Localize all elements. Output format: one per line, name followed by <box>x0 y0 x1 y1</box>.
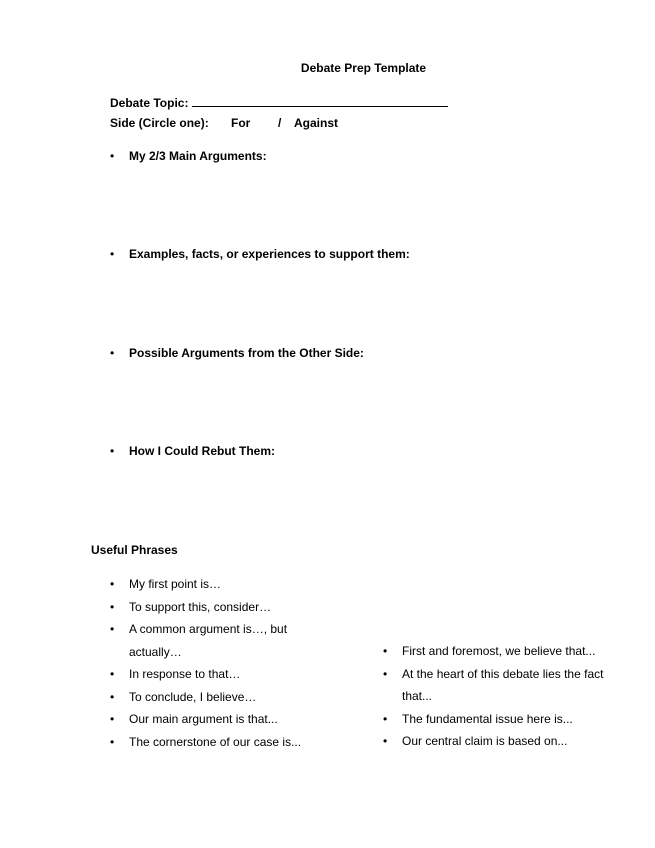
bullet-icon: • <box>110 247 115 261</box>
prompt-supporting-evidence: • Examples, facts, or experiences to support them: <box>110 247 410 261</box>
debate-topic-row <box>110 94 448 110</box>
bullet-icon: • <box>110 346 115 360</box>
list-item: • Our central claim is based on... <box>383 730 608 753</box>
prompt-main-arguments: • My 2/3 Main Arguments: <box>110 149 267 163</box>
side-separator: / <box>278 116 282 130</box>
list-item: • In response to that… <box>110 663 315 686</box>
bullet-icon: • <box>110 149 115 163</box>
phrases-list-right <box>383 640 608 753</box>
prompt-opposing-arguments: • Possible Arguments from the Other Side: <box>110 346 364 360</box>
list-item: • To support this, consider… <box>110 596 315 619</box>
side-option-against[interactable]: Against <box>294 116 339 130</box>
debate-topic-blank[interactable] <box>192 94 448 107</box>
useful-phrases-heading: Useful Phrases <box>91 543 178 557</box>
bullet-icon: • <box>110 444 115 458</box>
debate-topic-label: Debate Topic: <box>110 96 189 110</box>
list-item: • Our main argument is that... <box>110 708 315 731</box>
list-item: • My first point is… <box>110 573 315 596</box>
side-row <box>110 116 338 130</box>
list-item: • At the heart of this debate lies the fact that... <box>383 663 608 708</box>
page-title: Debate Prep Template <box>300 61 427 75</box>
list-item: • First and foremost, we believe that... <box>383 640 608 663</box>
prompt-rebuttals: • How I Could Rebut Them: <box>110 444 275 458</box>
list-item: • The fundamental issue here is... <box>383 708 608 731</box>
side-option-for[interactable]: For <box>231 116 251 130</box>
list-item: • To conclude, I believe… <box>110 686 315 709</box>
side-label: Side (Circle one): <box>110 116 209 130</box>
phrases-list-left <box>110 573 315 753</box>
list-item: • The cornerstone of our case is... <box>110 731 315 754</box>
list-item: • A common argument is…, but actually… <box>110 618 315 663</box>
